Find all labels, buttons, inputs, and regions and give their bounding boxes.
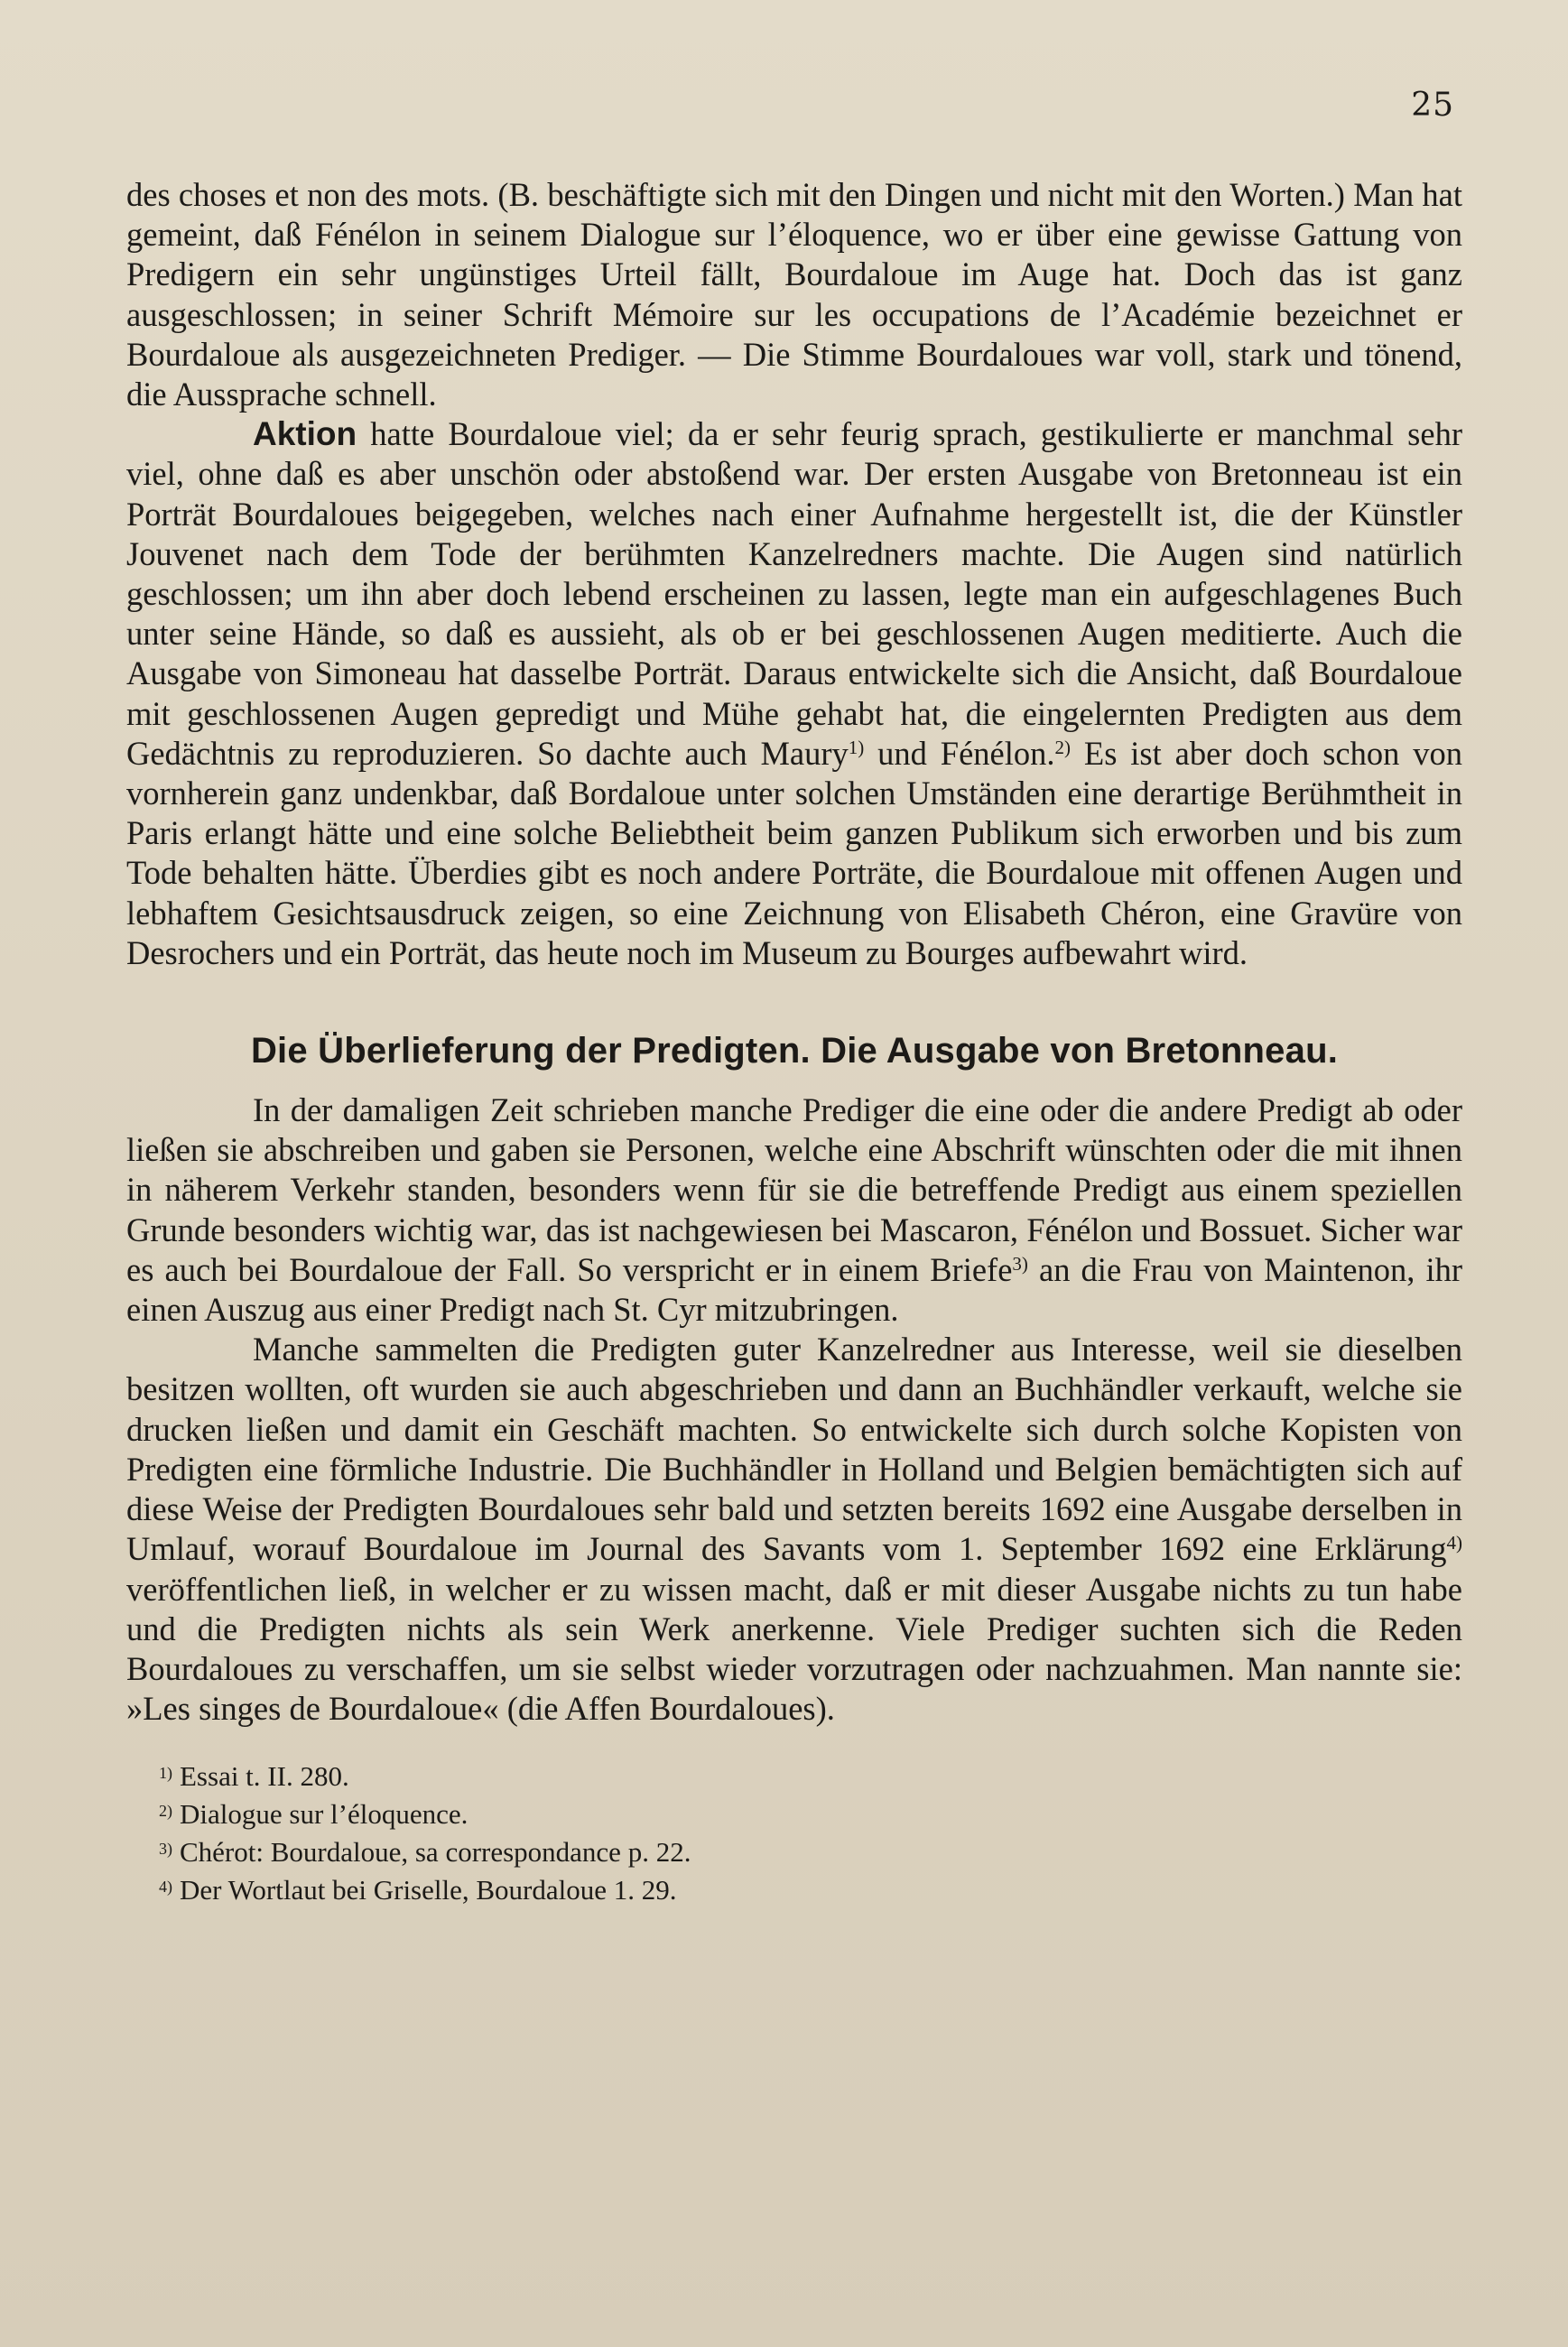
footnote-ref-2: 2) xyxy=(1054,736,1072,758)
footnote-ref-4: 4) xyxy=(1446,1532,1462,1554)
footnote-2 xyxy=(159,1794,1462,1832)
footnote-2-text: Dialogue sur l’éloquence. xyxy=(180,1798,469,1831)
footnote-3-text: Chérot: Bourdaloue, sa correspondance p. 22. xyxy=(180,1836,691,1869)
footnotes xyxy=(126,1756,1462,1907)
paragraph-2 xyxy=(126,414,1462,973)
paragraph-3-text-b: an die Frau von Maintenon, ihr einen Auszug aus einer Predigt nach St. Cyr mitzubringen. xyxy=(126,1250,1462,1329)
paragraph-2-text-a: hatte Bourdaloue viel; da er sehr feurig sprach, gestikulierte er manchmal sehr viel, ohne daß es aber unschön oder abstoßend war. Der ersten Ausgabe von Bretonneau ist ein Porträt Bourdaloues beigegeben, welches nach einer Aufnahme hergestellt ist, die der Künstler Jouvenet nach dem Tode der berühmten Kanzelredners machte. Die Augen sind natürlich geschlossen; um ihn aber doch lebend erscheinen zu lassen, legte man ein aufgeschlagenes Buch unter seine Hände, so daß es aussieht, als ob er bei geschlossenen Augen meditierte. Auch die Ausgabe von Simoneau hat dasselbe Porträt. Daraus entwickelte sich die Ansicht, daß Bourdaloue mit geschlossenen Augen gepredigt und Mühe gehabt hat, die eingelernten Predigten aus dem Gedächtnis zu reproduzieren. So dachte auch Maury xyxy=(126,415,1462,772)
body-text xyxy=(126,175,1462,1907)
paragraph-2-lead: Aktion xyxy=(253,415,357,453)
paragraph-3 xyxy=(126,1090,1462,1330)
paragraph-3-text-a: In der damaligen Zeit schrieben manche Prediger die eine oder die andere Predigt ab oder ließen sie abschreiben und gaben sie Personen, welche eine Abschrift wünschten oder die mit ihnen in näherem Verkehr standen, besonders wenn für sie die betreffende Predigt aus einem speziellen Grunde besonders wichtig war, das ist nachgewiesen bei Mascaron, Fénélon und Bossuet. Sicher war es auch bei Bourdaloue der Fall. So verspricht er in einem Briefe xyxy=(126,1091,1462,1288)
footnote-3-mark: 3) xyxy=(159,1840,172,1859)
footnote-4 xyxy=(159,1869,1462,1907)
paragraph-2-text-b: und Fénélon. xyxy=(864,734,1055,772)
page-number: 25 xyxy=(1411,87,1454,124)
footnote-1-text: Essai t. II. 280. xyxy=(180,1760,349,1793)
paragraph-2-text-c: Es ist aber doch schon von vornherein ganz undenkbar, daß Bordaloue unter solchen Umständen eine derartige Berühmtheit in Paris erlangt hätte und eine solche Beliebtheit beim ganzen Publikum sich erworben und bis zum Tode behalten hätte. Überdies gibt es noch andere Porträte, die Bourdaloue mit offenen Augen und lebhaftem Gesichtsausdruck zeigen, so eine Zeichnung von Elisabeth Chéron, eine Gravüre von Desrochers und ein Porträt, das heute noch im Museum zu Bourges aufbewahrt wird. xyxy=(126,734,1462,971)
paragraph-4 xyxy=(126,1330,1462,1729)
section-heading: Die Überlieferung der Predigten. Die Ausgabe von Bretonneau. xyxy=(250,1031,1339,1071)
footnote-4-text: Der Wortlaut bei Griselle, Bourdaloue 1. 29. xyxy=(180,1874,677,1906)
footnote-1 xyxy=(159,1756,1462,1794)
paragraph-4-text-a: Manche sammelten die Predigten guter Kanzelredner aus Interesse, weil sie dieselben besitzen wollten, oft wurden sie auch abgeschrieben und dann an Buchhändler verkauft, welche sie drucken ließen und damit ein Geschäft machten. So entwickelte sich durch solche Kopisten von Predigten eine förmliche Industrie. Die Buchhändler in Holland und Belgien bemächtigten sich auf diese Weise der Predigten Bourdaloues sehr bald und setzten bereits 1692 eine Ausgabe derselben in Umlauf, worauf Bourdaloue im Journal des Savants vom 1. September 1692 eine Erklärung xyxy=(126,1331,1462,1568)
footnote-4-mark: 4) xyxy=(159,1878,172,1897)
footnote-3 xyxy=(159,1832,1462,1869)
footnote-1-mark: 1) xyxy=(159,1764,172,1783)
footnote-2-mark: 2) xyxy=(159,1802,172,1821)
paragraph-1: des choses et non des mots. (B. beschäftigte sich mit den Dingen und nicht mit den Worten.) Man hat gemeint, daß Fénélon in seinem Dialogue sur l’éloquence, wo er über eine gewisse Gattung von Predigern ein sehr ungünstiges Urteil fällt, Bourdaloue im Auge hat. Doch das ist ganz ausgeschlossen; in seiner Schrift Mémoire sur les occupations de l’Académie bezeichnet er Bourdaloue als ausgezeichneten Prediger. — Die Stimme Bourdaloues war voll, stark und tönend, die Aussprache schnell. xyxy=(126,176,1462,413)
footnote-ref-3: 3) xyxy=(1012,1252,1028,1275)
footnote-ref-1: 1) xyxy=(848,736,865,758)
paragraph-4-text-b: veröffentlichen ließ, in welcher er zu wissen macht, daß er mit dieser Ausgabe nichts zu tun habe und die Predigten nichts als sein Werk anerkenne. Viele Prediger suchten sich die Reden Bourdaloues zu verschaffen, um sie selbst wieder vorzutragen oder nachzuahmen. Man nannte sie: »Les singes de Bourdaloue« (die Affen Bourdaloues). xyxy=(126,1570,1462,1728)
